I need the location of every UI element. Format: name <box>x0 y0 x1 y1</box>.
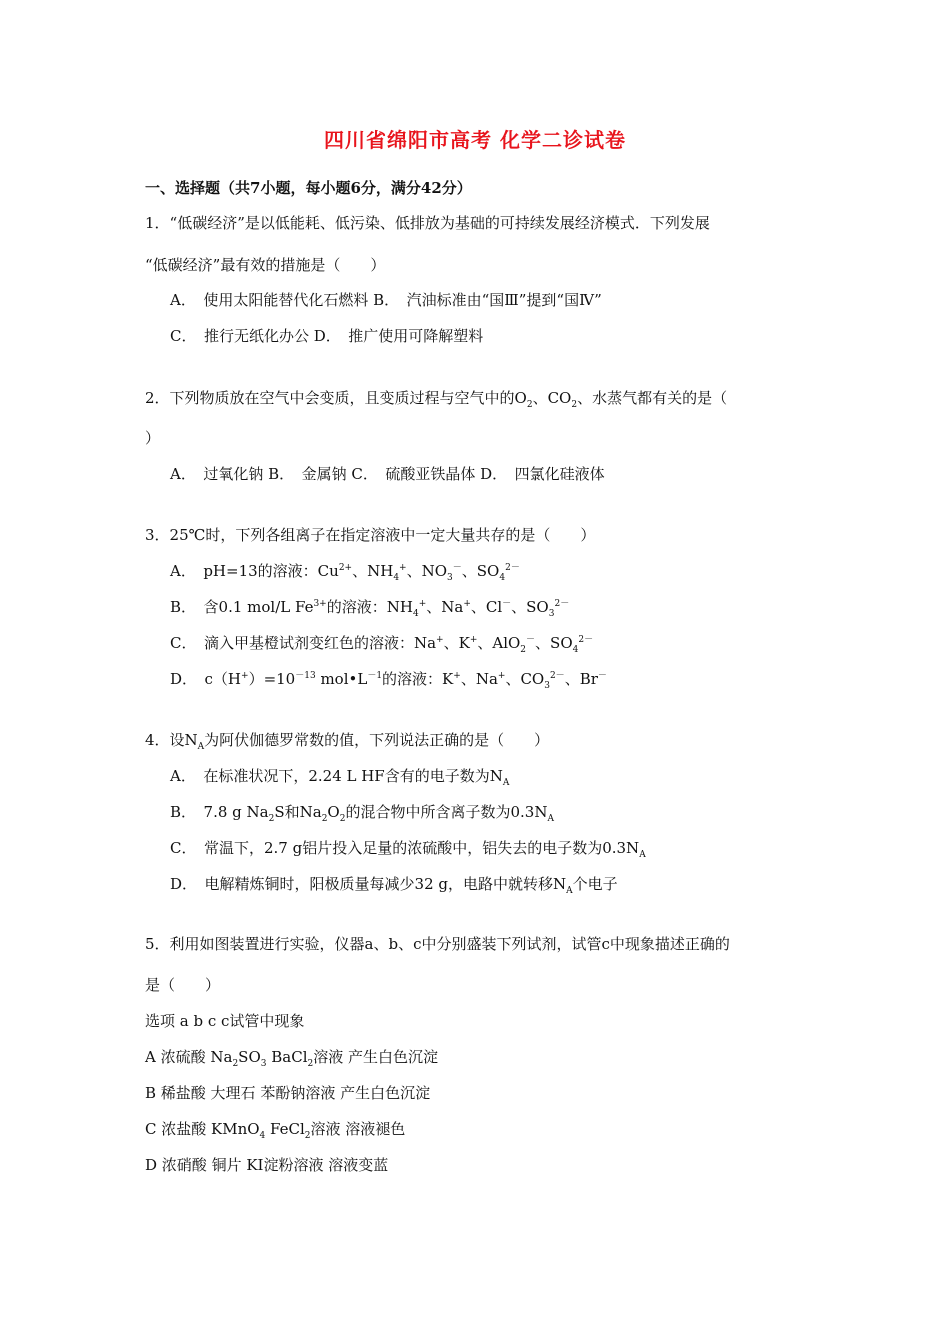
q1-stem-line2: “低碳经济”最有效的措施是（ ） <box>145 256 386 274</box>
q5-row-c: C 浓盐酸 KMnO$_4$ FeCl$_2$溶液 溶液褪色 <box>145 1120 406 1141</box>
q4-option-b: B． 7.8 g $Na_2S$和$Na_2O_2$的混合物中所含离子数为$0.3N_A$ <box>170 803 554 824</box>
q2-stem-line1: 2．下列物质放在空气中会变质，且变质过程与空气中的$O_2$、$CO_2$、水蒸气都有关的是（ <box>145 389 728 410</box>
q3-option-a: A． pH=13的溶液：$Cu^{2+}$、$NH_4^+$、$NO_3^-$、$SO_4^{2-}$ <box>170 562 520 583</box>
section-heading: 一、选择题（共7小题，每小题6分，满分42分） <box>145 179 472 197</box>
q4-option-d: D． 电解精炼铜时，阳极质量每减少32 g，电路中就转移$N_A$个电子 <box>170 875 618 896</box>
q5-stem-line2: 是（ ） <box>145 976 221 994</box>
q3-option-d: D． $c(H^+)=10^{-13}$ $mol•L^{-1}$的溶液：K+、Na+、$CO_3^{2-}$、Br－ <box>170 670 607 691</box>
q3-stem: 3．25℃时，下列各组离子在指定溶液中一定大量共存的是（ ） <box>145 526 596 544</box>
page-title: 四川省绵阳市高考 化学二诊试卷 <box>324 128 626 152</box>
q4-option-a: A． 在标准状况下，2.24 L HF含有的电子数为$N_A$ <box>170 767 510 788</box>
q1-options-ab: A． 使用太阳能替代化石燃料 B． 汽油标准由“国Ⅲ”提到“国Ⅳ” <box>170 291 602 309</box>
q5-stem-line1: 5．利用如图装置进行实验，仪器a、b、c中分别盛装下列试剂，试管c中现象描述正确的 <box>145 935 730 953</box>
q3-option-b: B． 含0.1 mol/L $Fe^{3+}$的溶液：$NH_4^+$、Na+、Cl－、$SO_3^{2-}$ <box>170 598 570 619</box>
q2-options: A． 过氧化钠 B． 金属钠 C． 硫酸亚铁晶体 D． 四氯化硅液体 <box>170 465 605 483</box>
q2-stem-line2: ） <box>145 429 161 447</box>
q1-options-cd: C． 推行无纸化办公 D． 推广使用可降解塑料 <box>170 327 484 345</box>
q5-row-b: B 稀盐酸 大理石 苯酚钠溶液 产生白色沉淀 <box>145 1084 431 1102</box>
q3-option-c: C． 滴入甲基橙试剂变红色的溶液：Na+、K+、AlO$_2$－、$SO_4^{2-}$ <box>170 634 594 655</box>
q4-stem: 4．设$N_A$为阿伏伽德罗常数的值，下列说法正确的是（ ） <box>145 731 550 752</box>
q5-row-a: A 浓硫酸 $Na_2SO_3$ BaCl$_2$溶液 产生白色沉淀 <box>145 1048 439 1069</box>
q5-table-header: 选项 a b c c试管中现象 <box>145 1012 305 1030</box>
q5-row-d: D 浓硝酸 铜片 KI淀粉溶液 溶液变蓝 <box>145 1156 389 1174</box>
q4-option-c: C． 常温下，2.7 g铝片投入足量的浓硫酸中，铝失去的电子数为$0.3N_A$ <box>170 839 646 860</box>
q1-stem-line1: 1．“低碳经济”是以低能耗、低污染、低排放为基础的可持续发展经济模式．下列发展 <box>145 214 710 232</box>
